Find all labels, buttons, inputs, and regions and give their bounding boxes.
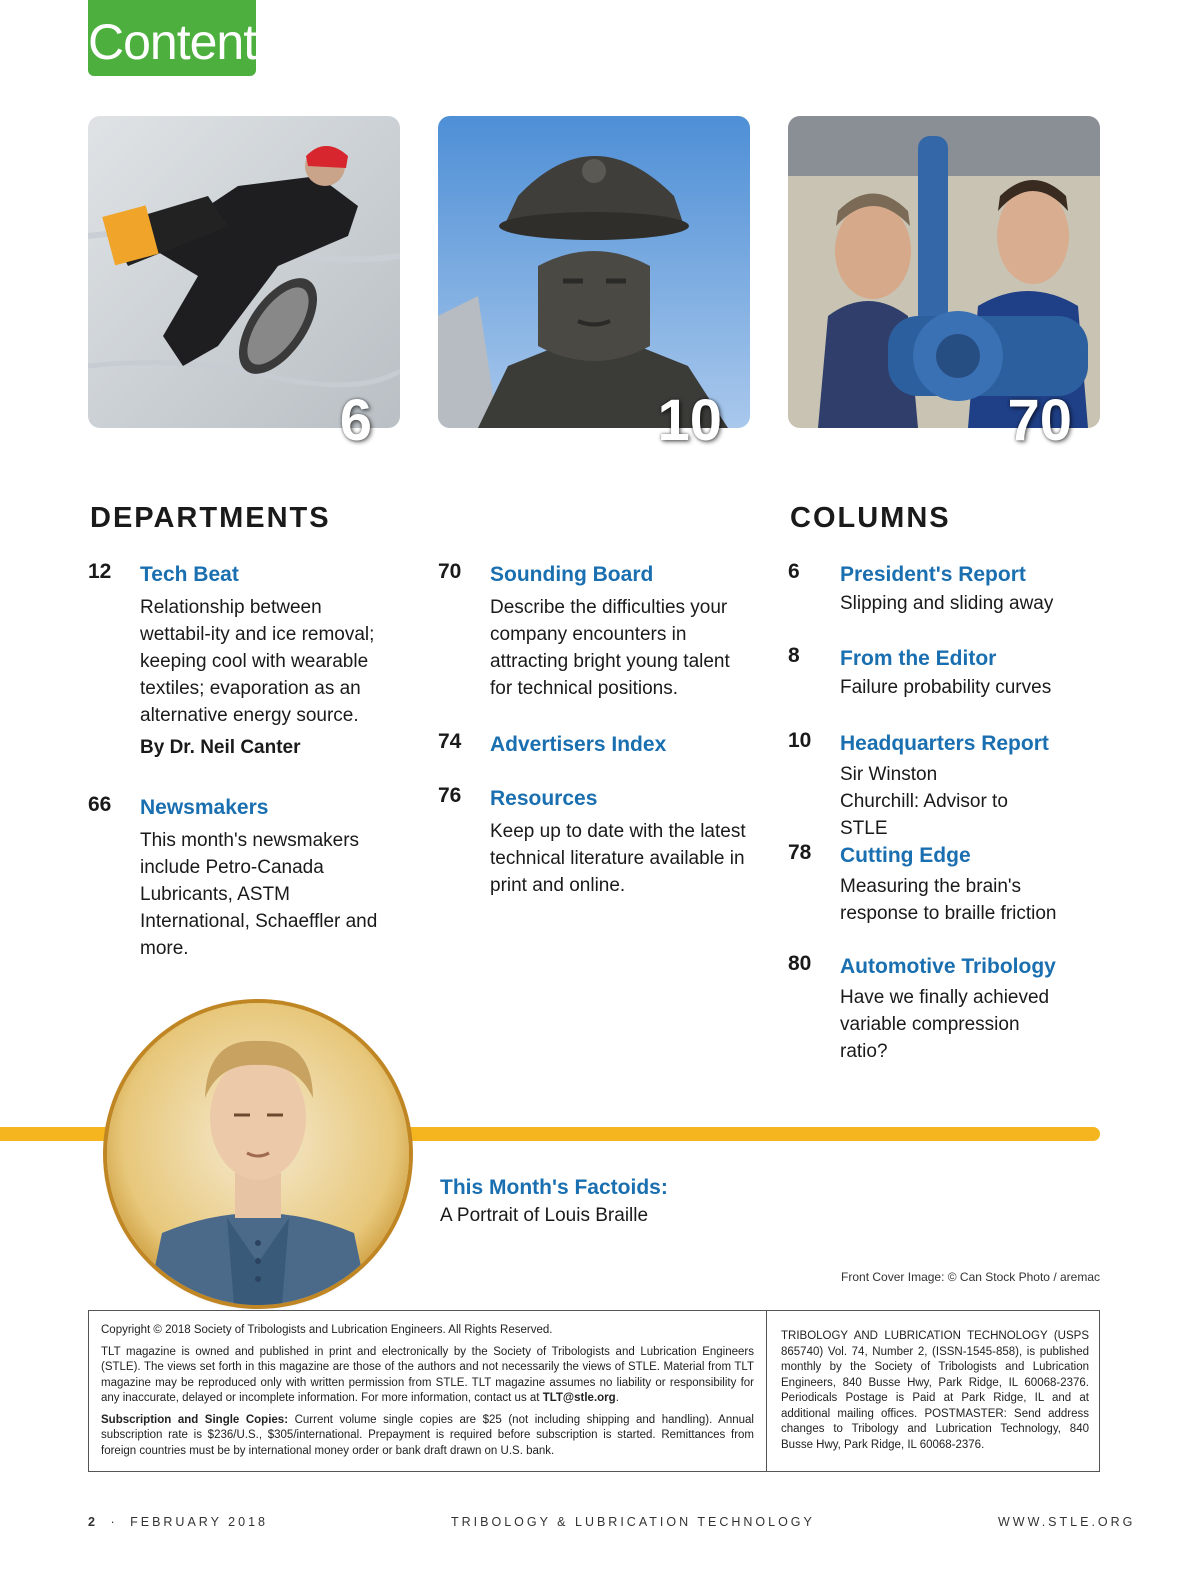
toc-entry-headquarters-report[interactable]: [788, 729, 1098, 842]
toc-page-number: 8: [788, 644, 800, 667]
toc-entry-sounding-board[interactable]: [438, 560, 748, 702]
toc-page-number: 66: [88, 793, 112, 816]
toc-description: Failure probability curves: [840, 677, 1052, 698]
toc-page-number: 10: [788, 729, 812, 752]
toc-description: Measuring the brain's response to braille friction: [840, 876, 1057, 924]
subscription-label: Subscription and Single Copies:: [101, 1413, 289, 1426]
factoid-subtitle: A Portrait of Louis Braille: [440, 1205, 649, 1226]
contact-email-link[interactable]: TLT@stle.org: [542, 1392, 616, 1404]
toc-description: Sir Winston Churchill: Advisor to STLE: [840, 764, 1008, 839]
churchill-statue-image: [438, 116, 750, 428]
toc-byline: By Dr. Neil Canter: [140, 737, 301, 758]
toc-title[interactable]: Sounding Board: [490, 563, 654, 586]
toc-description: Relationship between wettabil-ity and ice removal; keeping cool with wearable textiles; evaporation as an alternative energy source.: [140, 597, 375, 726]
toc-page-number: 80: [788, 952, 812, 975]
departments-heading: DEPARTMENTS: [90, 502, 331, 534]
subscription-text: Current volume single copies are $25 (not including shipping and handling). Annual subscription rate is $236/U.S., $305/international. Prepayment is required before subscription is started. Remittances from foreign countries must be by international money order or bank draft drawn on U.S. bank.: [101, 1413, 754, 1457]
toc-description: Have we finally achieved variable compression ratio?: [840, 987, 1050, 1062]
feature-page-number: 70: [1007, 388, 1072, 453]
toc-description: Describe the difficulties your company encounters in attracting bright young talent for technical positions.: [490, 597, 730, 699]
footer-page-number: 2: [88, 1515, 98, 1529]
toc-title[interactable]: Automotive Tribology: [840, 955, 1056, 978]
toc-entry-cutting-edge[interactable]: [788, 841, 1098, 927]
ownership-text: TLT magazine is owned and published in print and electronically by the Society of Tribologists and Lubrication Engineers (STLE). The views set forth in this magazine are those of the authors and not necessarily the views of STLE. Material from TLT magazine may be reproduced only with written permission from STLE. TLT magazine assumes no liability or responsibility for any inaccurate, delayed or incomplete information. For more information, contact us at: [101, 1345, 754, 1404]
toc-title[interactable]: Tech Beat: [140, 563, 239, 586]
toc-page-number: 78: [788, 841, 812, 864]
louis-braille-portrait-image[interactable]: [107, 1003, 409, 1305]
footer-website-link[interactable]: WWW.STLE.ORG: [998, 1515, 1136, 1529]
toc-page-number: 74: [438, 730, 462, 753]
toc-entry-from-the-editor[interactable]: [788, 644, 1098, 701]
periodical-statement: TRIBOLOGY AND LUBRICATION TECHNOLOGY (USPS 865740) Vol. 74, Number 2, (ISSN-1545-858), is published monthly by the Society of Tribologists and Lubrication Engineers, 840 Busse Hwy, Park Ridge, IL 60068-2376. Periodicals Postage is Paid at Park Ridge, IL and at additional mailing offices. POSTMASTER: Send address changes to Tribology and Lubrication Technology, 840 Busse Hwy, Park Ridge, IL 60068-2376.: [781, 1330, 1089, 1451]
feature-photo-slip[interactable]: [88, 116, 400, 453]
footer-magazine-title: TRIBOLOGY & LUBRICATION TECHNOLOGY: [451, 1515, 815, 1529]
toc-entry-tech-beat[interactable]: [88, 560, 388, 759]
contents-tab: Contents: [88, 0, 256, 76]
slipping-on-ice-image: [88, 116, 400, 428]
publication-info-box: [88, 1310, 1100, 1472]
toc-entry-newsmakers[interactable]: [88, 793, 388, 962]
toc-entry-advertisers-index[interactable]: [438, 730, 748, 760]
ownership-notice: TLT magazine is owned and published in print and electronically by the Society of Tribologists and Lubrication Engineers (STLE). The views set forth in this magazine are those of the authors and not necessarily the views of STLE. Material from TLT magazine may be reproduced only with written permission from STLE. TLT magazine assumes no liability or responsibility for any inaccurate, delayed or incomplete information. For more information, contact us at TLT@stle.org.: [101, 1345, 754, 1404]
feature-photo-engineers[interactable]: [788, 116, 1100, 453]
toc-description: Keep up to date with the latest technical literature available in print and online.: [490, 821, 746, 896]
toc-description: This month's newsmakers include Petro-Canada Lubricants, ASTM International, Schaeffler and more.: [140, 830, 378, 959]
feature-page-number: 10: [657, 388, 722, 453]
toc-title[interactable]: Cutting Edge: [840, 844, 971, 867]
toc-page-number: 70: [438, 560, 462, 583]
toc-entry-resources[interactable]: [438, 784, 748, 899]
engineers-with-pipes-image: [788, 116, 1100, 428]
toc-page-number: 12: [88, 560, 112, 583]
copyright-notice: Copyright © 2018 Society of Tribologists and Lubrication Engineers. All Rights Reserved.: [101, 1324, 553, 1336]
toc-title[interactable]: Resources: [490, 787, 598, 810]
columns-heading: COLUMNS: [790, 502, 951, 534]
toc-title[interactable]: Newsmakers: [140, 796, 269, 819]
footer-left: [88, 1515, 268, 1529]
toc-title[interactable]: From the Editor: [840, 647, 997, 670]
feature-photo-churchill[interactable]: [438, 116, 750, 453]
toc-description: Slipping and sliding away: [840, 593, 1054, 614]
toc-entry-automotive-tribology[interactable]: [788, 952, 1098, 1065]
feature-page-number: 6: [339, 388, 372, 453]
footer-separator: ·: [110, 1515, 118, 1529]
legal-notice: [89, 1311, 767, 1471]
toc-page-number: 76: [438, 784, 462, 807]
cover-image-credit: Front Cover Image: © Can Stock Photo / aremac: [841, 1270, 1100, 1284]
factoid-title[interactable]: This Month's Factoids:: [440, 1176, 668, 1199]
toc-title[interactable]: Headquarters Report: [840, 732, 1049, 755]
toc-title[interactable]: President's Report: [840, 563, 1026, 586]
footer-issue-date: FEBRUARY 2018: [130, 1515, 268, 1529]
toc-title[interactable]: Advertisers Index: [490, 733, 667, 756]
toc-entry-presidents-report[interactable]: [788, 560, 1098, 617]
toc-page-number: 6: [788, 560, 800, 583]
subscription-notice: [101, 1413, 754, 1460]
